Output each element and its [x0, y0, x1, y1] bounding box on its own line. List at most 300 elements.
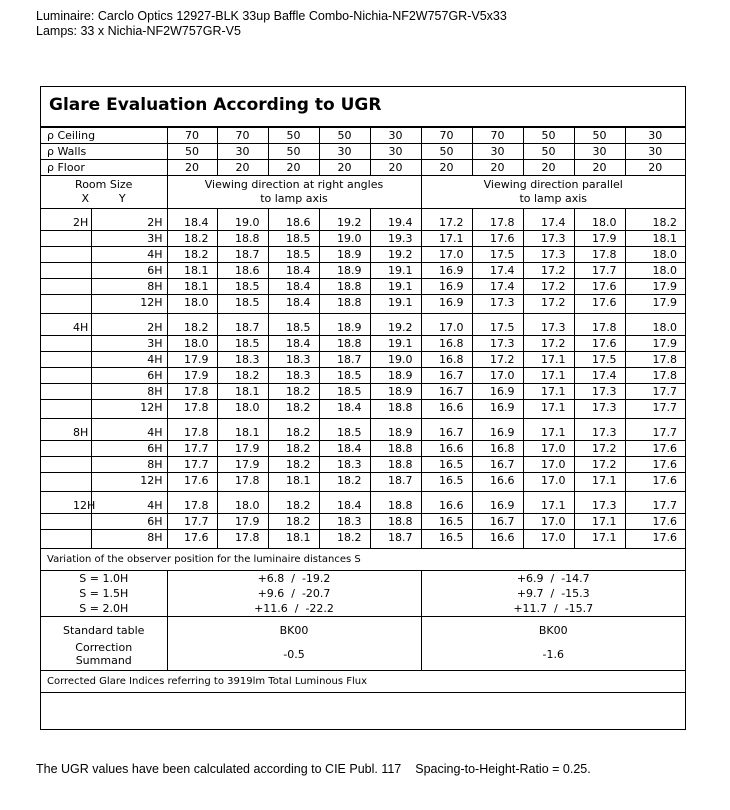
reflectance-value: 20 — [523, 160, 574, 176]
reflectance-value: 50 — [523, 144, 574, 160]
correction-label-line2: Summand — [75, 654, 132, 667]
ugr-value: 18.9 — [319, 263, 370, 279]
ugr-value: 17.1 — [574, 514, 625, 530]
ugr-value: 17.4 — [472, 279, 523, 295]
ugr-value: 16.9 — [421, 279, 472, 295]
room-x-value — [41, 368, 91, 384]
ugr-value: 18.8 — [319, 295, 370, 314]
room-y-value: 6H — [91, 263, 167, 279]
ugr-value: 17.6 — [625, 441, 685, 457]
reflectance-label: ρ Ceiling — [41, 128, 167, 144]
ugr-value: 16.9 — [421, 295, 472, 314]
ugr-value: 17.7 — [625, 384, 685, 400]
reflectance-value: 70 — [217, 128, 268, 144]
ugr-value: 18.4 — [268, 336, 319, 352]
ugr-value: 18.5 — [268, 231, 319, 247]
ugr-value: 16.5 — [421, 530, 472, 549]
x-label: X — [81, 192, 90, 205]
ugr-value: 18.2 — [217, 368, 268, 384]
ugr-value: 17.1 — [523, 400, 574, 419]
ugr-value: 18.2 — [268, 514, 319, 530]
room-x-value — [41, 336, 91, 352]
ugr-value: 17.6 — [472, 231, 523, 247]
table-row — [41, 441, 685, 457]
ugr-value: 17.8 — [167, 419, 217, 441]
ugr-value: 17.1 — [523, 368, 574, 384]
ugr-value: 18.4 — [319, 400, 370, 419]
room-y-value: 3H — [91, 336, 167, 352]
ugr-value: 17.1 — [574, 473, 625, 492]
ugr-value: 17.3 — [523, 231, 574, 247]
viewing-par-line1: Viewing direction parallel — [483, 178, 623, 191]
ugr-value: 18.8 — [370, 457, 421, 473]
room-x-value — [41, 441, 91, 457]
ugr-value: 17.3 — [472, 336, 523, 352]
room-x-value — [41, 352, 91, 368]
ugr-value: 19.2 — [370, 247, 421, 263]
room-y-value: 4H — [91, 419, 167, 441]
room-size-label: Room Size — [75, 178, 133, 191]
ugr-value: 18.4 — [268, 279, 319, 295]
ugr-value: 18.1 — [167, 279, 217, 295]
reflectance-value: 20 — [421, 160, 472, 176]
room-x-value — [41, 514, 91, 530]
ugr-value: 18.2 — [268, 400, 319, 419]
reflectance-value: 30 — [472, 144, 523, 160]
ugr-value: 18.3 — [268, 352, 319, 368]
ugr-value: 17.8 — [625, 352, 685, 368]
ugr-value: 16.8 — [421, 352, 472, 368]
room-y-value: 12H — [91, 400, 167, 419]
room-y-value: 6H — [91, 441, 167, 457]
spacing-labels — [41, 571, 167, 617]
ugr-value: 17.0 — [472, 368, 523, 384]
room-x-value — [41, 295, 91, 314]
ugr-value: 17.1 — [421, 231, 472, 247]
ugr-value: 17.3 — [574, 400, 625, 419]
ugr-value: 18.3 — [319, 514, 370, 530]
ugr-value: 17.8 — [472, 209, 523, 231]
table-row — [41, 473, 685, 492]
ugr-value: 19.1 — [370, 263, 421, 279]
ugr-value: 17.9 — [625, 295, 685, 314]
reflectance-row — [41, 144, 685, 160]
standard-table-perp: BK00 — [167, 617, 421, 639]
variation-row — [41, 549, 685, 571]
room-y-value: 12H — [91, 295, 167, 314]
ugr-value: 16.6 — [421, 400, 472, 419]
ugr-value: 17.8 — [167, 492, 217, 514]
ugr-value: 16.8 — [472, 441, 523, 457]
ugr-value: 18.7 — [370, 530, 421, 549]
ugr-value: 18.5 — [217, 279, 268, 295]
lamps-line: Lamps: 33 x Nichia-NF2W757GR-V5 — [36, 24, 241, 38]
ugr-value: 19.1 — [370, 295, 421, 314]
spacing-perp-values — [167, 571, 421, 617]
corrected-note: Corrected Glare Indices referring to 3919lm Total Luminous Flux — [41, 671, 685, 693]
ugr-value: 19.2 — [319, 209, 370, 231]
ugr-value: 17.7 — [625, 400, 685, 419]
spacing-row — [41, 571, 685, 617]
ugr-value: 18.3 — [217, 352, 268, 368]
ugr-value: 19.2 — [370, 314, 421, 336]
ugr-value: 18.5 — [319, 419, 370, 441]
ugr-value: 17.8 — [574, 314, 625, 336]
ugr-value: 19.4 — [370, 209, 421, 231]
ugr-value: 18.2 — [268, 457, 319, 473]
ugr-value: 18.4 — [167, 209, 217, 231]
ugr-value: 17.6 — [574, 295, 625, 314]
ugr-value: 17.0 — [523, 530, 574, 549]
reflectance-value: 30 — [217, 144, 268, 160]
variation-label: Variation of the observer position for the luminaire distances S — [41, 549, 685, 571]
ugr-value: 17.1 — [574, 530, 625, 549]
ugr-value: 17.3 — [574, 384, 625, 400]
ugr-value: 17.0 — [523, 473, 574, 492]
room-y-value: 8H — [91, 530, 167, 549]
ugr-value: 17.9 — [625, 336, 685, 352]
ugr-value: 17.8 — [167, 384, 217, 400]
ugr-value: 18.2 — [268, 384, 319, 400]
ugr-value: 17.5 — [472, 247, 523, 263]
ugr-value: 17.1 — [523, 352, 574, 368]
ugr-value: 18.1 — [625, 231, 685, 247]
ugr-value: 18.0 — [625, 247, 685, 263]
ugr-value: 18.2 — [268, 441, 319, 457]
ugr-value: 18.0 — [167, 295, 217, 314]
footer-ratio-text: Spacing-to-Height-Ratio = 0.25. — [415, 762, 591, 776]
footer-calc-text: The UGR values have been calculated according to CIE Publ. 117 — [36, 762, 402, 776]
ugr-value: 17.0 — [421, 247, 472, 263]
table-row — [41, 419, 685, 441]
reflectance-value: 50 — [268, 128, 319, 144]
ugr-value: 19.0 — [370, 352, 421, 368]
ugr-value: 17.6 — [167, 530, 217, 549]
ugr-value: 17.1 — [523, 384, 574, 400]
ugr-value: 16.9 — [472, 492, 523, 514]
reflectance-value: 30 — [574, 144, 625, 160]
reflectance-value: 50 — [574, 128, 625, 144]
table-row — [41, 314, 685, 336]
spacing-label: S = 1.0H — [79, 572, 129, 585]
ugr-value: 18.9 — [319, 314, 370, 336]
room-y-value: 6H — [91, 368, 167, 384]
ugr-value: 18.5 — [268, 314, 319, 336]
ugr-value: 17.9 — [217, 441, 268, 457]
ugr-value: 16.5 — [421, 514, 472, 530]
ugr-value: 16.7 — [421, 368, 472, 384]
reflectance-value: 20 — [268, 160, 319, 176]
ugr-value: 17.7 — [625, 492, 685, 514]
ugr-value: 19.0 — [217, 209, 268, 231]
room-x-value — [41, 400, 91, 419]
table-title: Glare Evaluation According to UGR — [49, 95, 382, 115]
correction-label — [41, 638, 167, 671]
ugr-value: 17.6 — [574, 279, 625, 295]
standard-table-par: BK00 — [421, 617, 685, 639]
ugr-value: 18.0 — [574, 209, 625, 231]
table-row — [41, 263, 685, 279]
ugr-value: 17.1 — [523, 419, 574, 441]
ugr-value: 17.9 — [217, 457, 268, 473]
table-row — [41, 492, 685, 514]
ugr-value: 17.2 — [421, 209, 472, 231]
ugr-value: 18.5 — [268, 247, 319, 263]
ugr-value: 18.3 — [319, 457, 370, 473]
ugr-value: 18.5 — [217, 295, 268, 314]
ugr-value: 18.1 — [167, 263, 217, 279]
room-x-value — [41, 530, 91, 549]
room-y-value: 3H — [91, 231, 167, 247]
ugr-value: 17.6 — [625, 514, 685, 530]
ugr-value: 18.9 — [370, 384, 421, 400]
spacing-par-value: +9.7 / -15.3 — [516, 587, 590, 600]
ugr-value: 18.7 — [217, 314, 268, 336]
room-x-value: 2H — [41, 209, 91, 231]
reflectance-value: 20 — [217, 160, 268, 176]
ugr-value: 17.9 — [625, 279, 685, 295]
xy-labels — [67, 192, 141, 206]
spacing-perp-value: +9.6 / -20.7 — [257, 587, 331, 600]
ugr-value: 17.6 — [625, 530, 685, 549]
ugr-value: 18.2 — [268, 492, 319, 514]
spacing-perp-value: +11.6 / -22.2 — [254, 602, 334, 615]
room-x-value — [41, 231, 91, 247]
ugr-value: 18.2 — [319, 473, 370, 492]
table-row — [41, 209, 685, 231]
ugr-value: 18.4 — [319, 441, 370, 457]
ugr-value: 16.6 — [421, 441, 472, 457]
reflectance-value: 70 — [472, 128, 523, 144]
reflectance-row — [41, 160, 685, 176]
ugr-value: 18.2 — [319, 530, 370, 549]
viewing-perp-line2: to lamp axis — [260, 192, 328, 205]
table-row — [41, 295, 685, 314]
reflectance-value: 50 — [268, 144, 319, 160]
reflectance-value: 70 — [167, 128, 217, 144]
ugr-value: 18.8 — [370, 441, 421, 457]
ugr-value: 17.0 — [421, 314, 472, 336]
ugr-value: 18.5 — [217, 336, 268, 352]
ugr-value: 17.4 — [574, 368, 625, 384]
ugr-value: 18.7 — [370, 473, 421, 492]
reflectance-value: 20 — [574, 160, 625, 176]
ugr-value: 17.3 — [523, 314, 574, 336]
ugr-value: 17.2 — [523, 263, 574, 279]
table-row — [41, 400, 685, 419]
ugr-value: 18.0 — [167, 336, 217, 352]
ugr-value: 18.4 — [319, 492, 370, 514]
ugr-value: 17.9 — [574, 231, 625, 247]
room-y-value: 12H — [91, 473, 167, 492]
ugr-value: 17.8 — [625, 368, 685, 384]
ugr-value: 18.1 — [268, 473, 319, 492]
ugr-value: 17.6 — [574, 336, 625, 352]
table-row — [41, 352, 685, 368]
table-row — [41, 514, 685, 530]
ugr-value: 18.1 — [217, 384, 268, 400]
room-x-value — [41, 263, 91, 279]
reflectance-value: 20 — [625, 160, 685, 176]
room-y-value: 8H — [91, 384, 167, 400]
table-row — [41, 336, 685, 352]
ugr-value: 17.8 — [217, 473, 268, 492]
reflectance-row — [41, 128, 685, 144]
ugr-value: 18.0 — [217, 400, 268, 419]
reflectance-value: 30 — [370, 128, 421, 144]
spacing-par-values — [421, 571, 685, 617]
ugr-value: 18.5 — [319, 368, 370, 384]
ugr-value: 17.9 — [167, 352, 217, 368]
room-x-value — [41, 247, 91, 263]
ugr-value: 18.2 — [167, 231, 217, 247]
ugr-value: 18.4 — [268, 263, 319, 279]
ugr-value: 17.7 — [167, 514, 217, 530]
ugr-value: 17.6 — [625, 457, 685, 473]
ugr-value: 17.2 — [523, 336, 574, 352]
ugr-value: 18.8 — [370, 514, 421, 530]
room-y-value: 8H — [91, 457, 167, 473]
ugr-value: 18.6 — [217, 263, 268, 279]
ugr-value: 17.3 — [523, 247, 574, 263]
table-row — [41, 368, 685, 384]
spacing-par-value: +11.7 / -15.7 — [513, 602, 594, 615]
reflectance-label: ρ Walls — [41, 144, 167, 160]
standard-table-label: Standard table — [41, 617, 167, 639]
room-x-value — [41, 384, 91, 400]
ugr-value: 18.9 — [370, 419, 421, 441]
ugr-value: 16.9 — [472, 419, 523, 441]
reflectance-value: 30 — [319, 144, 370, 160]
spacing-par-value: +6.9 / -14.7 — [516, 572, 590, 585]
y-label: Y — [118, 192, 126, 205]
ugr-value: 18.6 — [268, 209, 319, 231]
ugr-value: 18.8 — [319, 279, 370, 295]
ugr-value: 16.6 — [472, 473, 523, 492]
ugr-value: 17.0 — [523, 514, 574, 530]
ugr-value: 16.9 — [472, 400, 523, 419]
standard-table-row — [41, 617, 685, 639]
reflectance-label: ρ Floor — [41, 160, 167, 176]
ugr-value: 16.5 — [421, 457, 472, 473]
ugr-value: 19.1 — [370, 279, 421, 295]
reflectance-value: 50 — [167, 144, 217, 160]
ugr-value: 18.5 — [319, 384, 370, 400]
room-y-value: 2H — [91, 209, 167, 231]
ugr-value: 16.5 — [421, 473, 472, 492]
ugr-value: 16.6 — [421, 492, 472, 514]
room-x-value — [41, 473, 91, 492]
spacing-perp-value: +6.8 / -19.2 — [257, 572, 331, 585]
ugr-value: 17.2 — [523, 295, 574, 314]
ugr-value: 18.2 — [625, 209, 685, 231]
ugr-value: 18.9 — [319, 247, 370, 263]
room-y-value: 4H — [91, 492, 167, 514]
footer-note — [36, 762, 591, 776]
ugr-value: 17.8 — [217, 530, 268, 549]
ugr-value: 17.8 — [574, 247, 625, 263]
correction-label-line1: Correction — [75, 641, 133, 654]
spacing-label: S = 2.0H — [79, 602, 129, 615]
reflectance-value: 30 — [625, 144, 685, 160]
ugr-value: 18.0 — [625, 314, 685, 336]
reflectance-value: 20 — [370, 160, 421, 176]
ugr-value: 16.7 — [472, 514, 523, 530]
corrected-note-row — [41, 671, 685, 693]
ugr-table-frame — [40, 86, 686, 730]
ugr-value: 17.5 — [574, 352, 625, 368]
table-row — [41, 231, 685, 247]
ugr-value: 18.3 — [268, 368, 319, 384]
viewing-par-line2: to lamp axis — [519, 192, 588, 205]
reflectance-value: 70 — [421, 128, 472, 144]
ugr-value: 16.8 — [421, 336, 472, 352]
ugr-value: 18.1 — [217, 419, 268, 441]
ugr-value: 17.0 — [523, 441, 574, 457]
table-row — [41, 247, 685, 263]
ugr-value: 18.8 — [370, 400, 421, 419]
ugr-value: 17.8 — [167, 400, 217, 419]
ugr-value: 17.3 — [574, 492, 625, 514]
ugr-value: 17.7 — [625, 419, 685, 441]
ugr-value: 19.1 — [370, 336, 421, 352]
room-y-value: 8H — [91, 279, 167, 295]
ugr-value: 17.0 — [523, 457, 574, 473]
ugr-value: 17.2 — [574, 457, 625, 473]
room-y-value: 2H — [91, 314, 167, 336]
spacing-label: S = 1.5H — [79, 587, 129, 600]
ugr-value: 18.8 — [319, 336, 370, 352]
correction-row — [41, 638, 685, 671]
table-row — [41, 279, 685, 295]
room-y-value: 4H — [91, 247, 167, 263]
ugr-value: 17.2 — [574, 441, 625, 457]
ugr-value: 17.9 — [167, 368, 217, 384]
viewing-par-header — [421, 176, 685, 209]
room-size-header — [41, 176, 167, 209]
ugr-value: 18.0 — [625, 263, 685, 279]
ugr-value: 16.9 — [472, 384, 523, 400]
ugr-value: 18.2 — [167, 247, 217, 263]
ugr-value: 17.1 — [523, 492, 574, 514]
ugr-value: 17.2 — [472, 352, 523, 368]
luminaire-line: Luminaire: Carclo Optics 12927-BLK 33up Baffle Combo-Nichia-NF2W757GR-V5x33 — [36, 9, 507, 23]
table-row — [41, 530, 685, 549]
room-x-value — [41, 457, 91, 473]
ugr-value: 18.2 — [268, 419, 319, 441]
ugr-value: 18.1 — [268, 530, 319, 549]
room-x-value: 8H — [41, 419, 91, 441]
correction-par: -1.6 — [421, 638, 685, 671]
ugr-value: 16.7 — [472, 457, 523, 473]
ugr-value: 17.6 — [167, 473, 217, 492]
reflectance-value: 50 — [319, 128, 370, 144]
reflectance-value: 20 — [167, 160, 217, 176]
room-x-value — [41, 279, 91, 295]
header-row — [41, 176, 685, 209]
correction-perp: -0.5 — [167, 638, 421, 671]
reflectance-value: 20 — [472, 160, 523, 176]
reflectance-value: 30 — [625, 128, 685, 144]
ugr-value: 17.2 — [523, 279, 574, 295]
ugr-value: 17.4 — [523, 209, 574, 231]
ugr-value: 16.6 — [472, 530, 523, 549]
ugr-value: 17.3 — [472, 295, 523, 314]
reflectance-value: 50 — [523, 128, 574, 144]
table-row — [41, 457, 685, 473]
reflectance-value: 50 — [421, 144, 472, 160]
room-x-value: 12H — [41, 492, 91, 514]
